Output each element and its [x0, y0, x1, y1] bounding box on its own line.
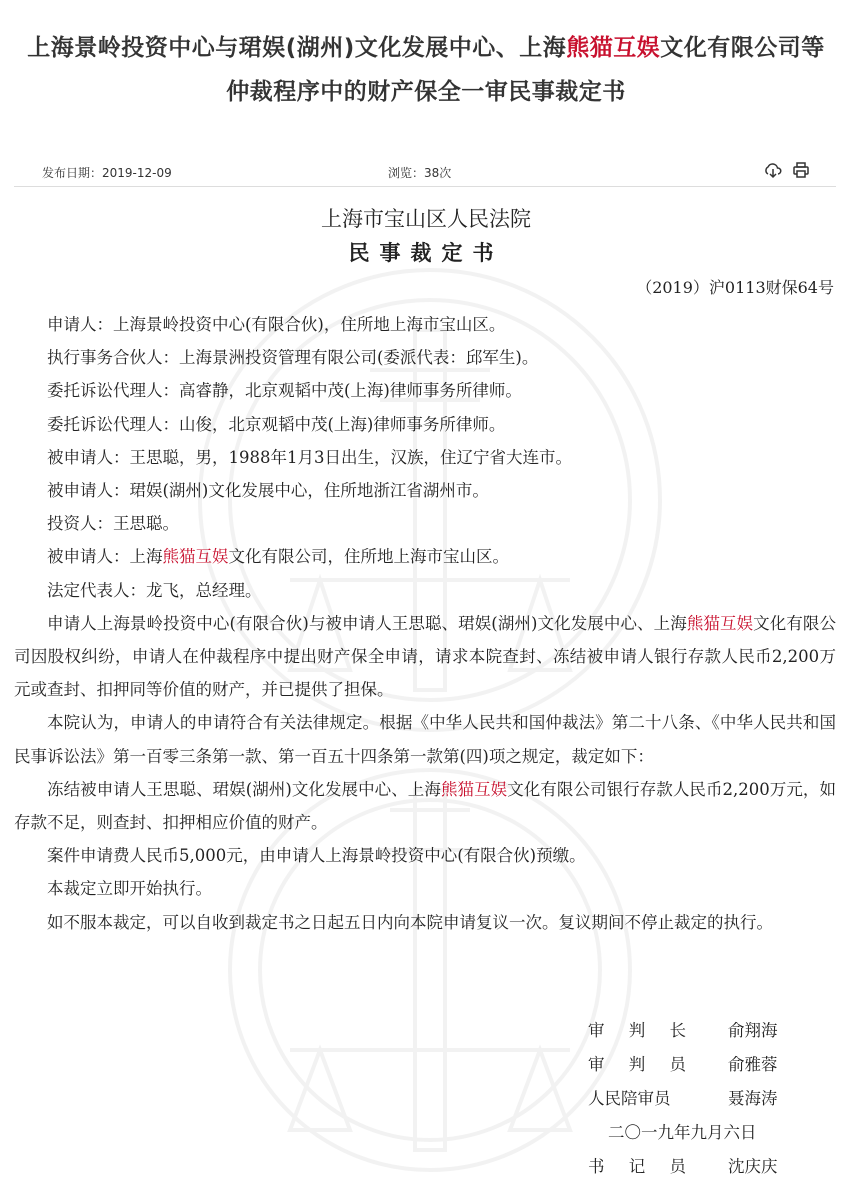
document-body: [14, 308, 836, 939]
paragraph: [14, 341, 836, 374]
signature-name: 俞雅蓉: [728, 1055, 778, 1074]
paragraph-text: 冻结被申请人王思聪、珺娱(湖州)文化发展中心、上海: [47, 779, 441, 799]
paragraph: [14, 607, 836, 707]
view-count-value: 38次: [424, 166, 452, 180]
paragraph-text: 文化有限公司银行存款人民币2,200万元，如存款不足，则查封、扣押相应价值的财产。: [14, 779, 836, 833]
document-type: 民事裁定书: [348, 241, 504, 265]
signature-role-char: 人民陪审员: [588, 1089, 671, 1108]
title-line-1-pre: 上海景岭投资中心与珺娱(湖州)文化发展中心、上海: [27, 35, 567, 61]
signature-block: [588, 1014, 828, 1184]
paragraph-text: 委托诉讼代理人：高睿静，北京观韬中茂(上海)律师事务所律师。: [47, 381, 522, 401]
download-icon[interactable]: [764, 161, 782, 179]
title-highlight: 熊猫互娱: [566, 35, 661, 61]
signature-row: [588, 1150, 828, 1184]
highlight-keyword: 熊猫互娱: [162, 547, 229, 567]
signature-role-char: 判: [628, 1021, 646, 1040]
paragraph-text: 申请人：上海景岭投资中心(有限合伙)，住所地上海市宝山区。: [47, 315, 506, 334]
signature-row: [588, 1048, 828, 1082]
paragraph: [14, 574, 836, 607]
signature-name: 俞翔海: [728, 1021, 778, 1040]
title-line-1-post: 文化有限公司等: [660, 35, 825, 61]
signature-role-char: 判: [628, 1055, 646, 1074]
signature-row: [588, 1082, 828, 1116]
paragraph-text: 文化有限公司因股权纠纷，申请人在仲裁程序中提出财产保全申请，请求本院查封、冻结被申请人银行存款人民币2,200万元或查封、扣押同等价值的财产，并已提供了担保。: [14, 613, 837, 700]
print-icon[interactable]: [792, 161, 810, 179]
signature-date: [588, 1116, 828, 1150]
paragraph-text: 如不服本裁定，可以自收到裁定书之日起五日内向本院申请复议一次。复议期间不停止裁定的执行。: [47, 912, 773, 932]
title-line-1: [0, 26, 852, 70]
highlight-keyword: 熊猫互娱: [440, 779, 508, 799]
paragraph: [14, 507, 836, 540]
title-line-2: 仲裁程序中的财产保全一审民事裁定书: [226, 79, 626, 105]
signature-role-char: 审: [588, 1021, 605, 1040]
signature-role-char: 审: [588, 1055, 605, 1074]
signature-role-char: 长: [669, 1021, 686, 1040]
meta-bar: [14, 158, 836, 187]
paragraph-text: 法定代表人：龙飞，总经理。: [47, 580, 262, 600]
view-count: [388, 164, 451, 181]
signature-name: 聂海涛: [728, 1089, 778, 1108]
paragraph-text: 执行事务合伙人：上海景洲投资管理有限公司(委派代表：邱军生)。: [47, 348, 539, 368]
paragraph: [14, 906, 836, 939]
paragraph: [14, 540, 836, 573]
paragraph-text: 被申请人：王思聪，男，1988年1月3日出生，汉族，住辽宁省大连市。: [47, 447, 572, 467]
paragraph: [14, 839, 836, 872]
paragraph-text: 被申请人：珺娱(湖州)文化发展中心，住所地浙江省湖州市。: [47, 481, 489, 501]
signature-role: [588, 1048, 686, 1082]
publish-date-value: 2019-12-09: [102, 166, 172, 180]
court-name: 上海市宝山区人民法院: [321, 207, 531, 231]
paragraph: [14, 408, 836, 441]
signature-role-char: 书: [588, 1157, 605, 1176]
view-count-label: 浏览：: [388, 166, 425, 180]
signature-role-char: 员: [669, 1055, 686, 1074]
highlight-keyword: 熊猫互娱: [686, 613, 754, 633]
paragraph-text: 文化有限公司，住所地上海市宝山区。: [228, 547, 509, 567]
signature-role: [588, 1082, 686, 1116]
paragraph-text: 本裁定立即开始执行。: [47, 879, 212, 899]
signature-role: [588, 1150, 686, 1184]
signature-role-char: 员: [669, 1157, 686, 1176]
paragraph: [14, 773, 836, 839]
signature-role: [588, 1014, 686, 1048]
paragraph-text: 委托诉讼代理人：山俊，北京观韬中茂(上海)律师事务所律师。: [47, 414, 506, 434]
publish-date-label: 发布日期：: [42, 166, 103, 180]
paragraph-text: 本院认为，申请人的申请符合有关法律规定。根据《中华人民共和国仲裁法》第二十八条、《中华人民共和国民事诉讼法》第一百零三条第一款、第一百五十四条第一款第(四)项之规定，裁定如下：: [14, 713, 836, 766]
signature-row: [588, 1014, 828, 1048]
paragraph: [14, 374, 836, 407]
toolbar-icons: [764, 161, 810, 179]
paragraph-text: 投资人：王思聪。: [47, 514, 179, 534]
page-title: [0, 26, 852, 114]
publish-date: [42, 164, 172, 181]
paragraph: [14, 308, 836, 341]
paragraph-text: 被申请人：上海: [47, 547, 163, 567]
paragraph: [14, 474, 836, 507]
paragraph: [14, 872, 836, 905]
signature-name: 沈庆庆: [728, 1157, 778, 1176]
paragraph: [14, 706, 836, 772]
case-number: （2019）沪0113财保64号: [636, 278, 834, 297]
paragraph-text: 案件申请费人民币5,000元，由申请人上海景岭投资中心(有限合伙)预缴。: [47, 846, 586, 866]
paragraph: [14, 441, 836, 474]
signature-date-text: 二〇一九年九月六日: [608, 1123, 757, 1142]
paragraph-text: 申请人上海景岭投资中心(有限合伙)与被申请人王思聪、珺娱(湖州)文化发展中心、上海: [47, 613, 687, 633]
signature-role-char: 记: [628, 1157, 646, 1176]
